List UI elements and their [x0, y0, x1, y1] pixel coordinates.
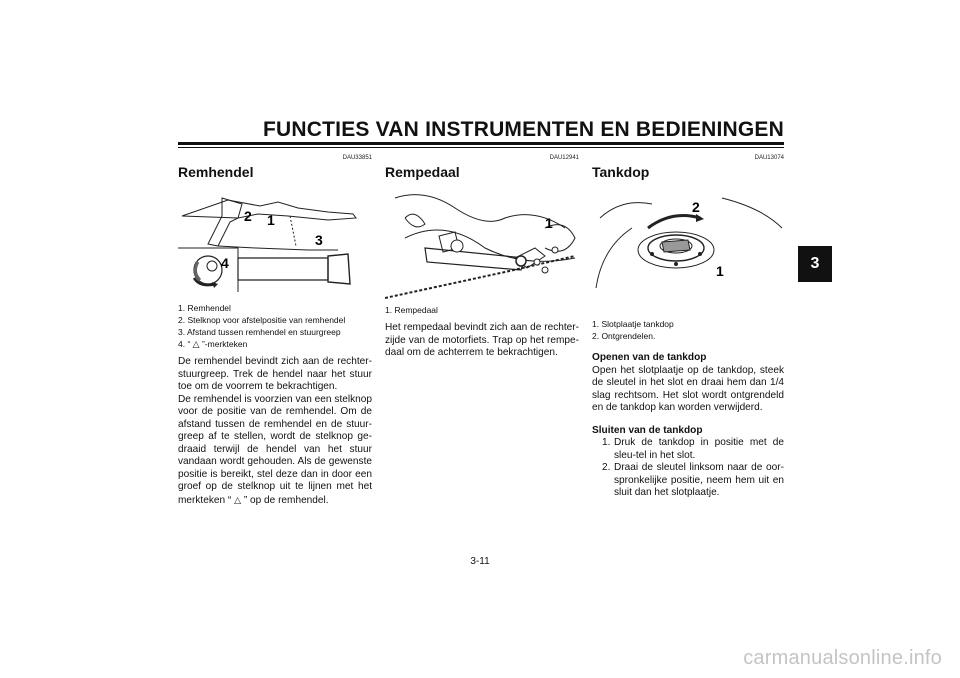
section-title: Remhendel [178, 164, 254, 180]
figure-label-1: 1 [716, 263, 724, 279]
body-paragraph-open: Open het slotplaatje op de tankdop, steek de sleutel in het slot en draai hem dan 1/4 slag rechtsom. Het slot wordt ontgrendeld en de tankdop kan worden verwijderd. [592, 364, 784, 413]
caption-item: 1. Rempedaal [385, 305, 438, 315]
list-text: Draai de sleutel linksom naar de oor-spronkelijke positie, neem hem uit en sluit dan het slotplaatje. [614, 462, 784, 498]
header-rule-thin [178, 147, 784, 148]
paragraph-text: De remhendel is voorzien van een stelknop voor de positie van de remhendel. Om de afstand tussen de remhendel en de stuur-greep af te stellen, wordt de stelknop ge-draaid terwijl de hendel van het stuur vandaan wordt gehouden. Als de gewenste positie is bereikt, stel deze dan in door een groef op de stelknop uit te lijnen met het merkteken “ [178, 393, 372, 506]
caption-item: 2. Stelknop voor afstelpositie van remhendel [178, 315, 346, 325]
list-number: 1. [602, 437, 611, 448]
caption-item-4 [178, 338, 372, 350]
close-steps-list [592, 437, 784, 500]
body-paragraph: Het rempedaal bevindt zich aan de rechter-zijde van de motorfiets. Trap op het rempe-daal om de achterrem te bekrachtigen. [385, 322, 579, 358]
figure-label-1: 1 [267, 212, 275, 228]
list-number: 2. [602, 462, 611, 473]
section-fuel-cap [592, 155, 784, 500]
section-brake-pedal [385, 155, 579, 370]
section-code: DAU12941 [549, 155, 579, 161]
caption-item: 1. Slotplaatje tankdop [592, 319, 674, 329]
figure-label-1: 1 [545, 215, 553, 231]
figure-captions [385, 304, 579, 316]
caption-item: 2. Ontgrendelen. [592, 331, 656, 341]
caption-item: 1. Remhendel [178, 303, 231, 313]
page-number: 3-11 [470, 556, 490, 567]
subheading-open: Openen van de tankdop [592, 352, 707, 363]
body-paragraph: De remhendel bevindt zich aan de rechter-stuurgreep. Trek de hendel naar het stuur toe om de voorrem te bekrachtigen. [178, 356, 372, 392]
figure-label-3: 3 [315, 232, 323, 248]
caption-item: 3. Afstand tussen remhendel en stuurgreep [178, 327, 341, 337]
figure-captions [178, 302, 372, 350]
caption-4-prefix: 4. “ [178, 339, 191, 349]
fuel-cap-illustration [592, 188, 786, 300]
figure-label-4: 4 [221, 255, 229, 271]
watermark: carmanualsonline.info [743, 647, 942, 669]
figure-label-2: 2 [244, 208, 252, 224]
triangle-mark-icon: △ [192, 339, 200, 349]
header-rule-thick [178, 142, 784, 145]
section-brake-lever [178, 155, 372, 517]
triangle-mark-icon: △ [234, 494, 242, 505]
figure-captions [592, 318, 784, 342]
brake-lever-illustration [178, 188, 372, 292]
section-title: Rempedaal [385, 164, 460, 180]
list-text: Druk de tankdop in positie met de sleu-tel in het slot. [614, 437, 784, 461]
body-paragraph-adjust [178, 394, 372, 508]
page-header-title: FUNCTIES VAN INSTRUMENTEN EN BEDIENINGEN [263, 118, 784, 141]
section-code: DAU13074 [754, 155, 784, 161]
figure-label-2: 2 [692, 199, 700, 215]
list-item [602, 462, 784, 500]
list-item [602, 437, 784, 462]
chapter-tab: 3 [798, 246, 832, 282]
caption-4-suffix: ”-merkteken [201, 339, 248, 349]
brake-pedal-illustration [385, 188, 579, 322]
section-code: DAU33851 [342, 155, 372, 161]
paragraph-text-end: ” op de remhendel. [243, 494, 329, 506]
section-title: Tankdop [592, 164, 650, 180]
subheading-close: Sluiten van de tankdop [592, 424, 703, 436]
